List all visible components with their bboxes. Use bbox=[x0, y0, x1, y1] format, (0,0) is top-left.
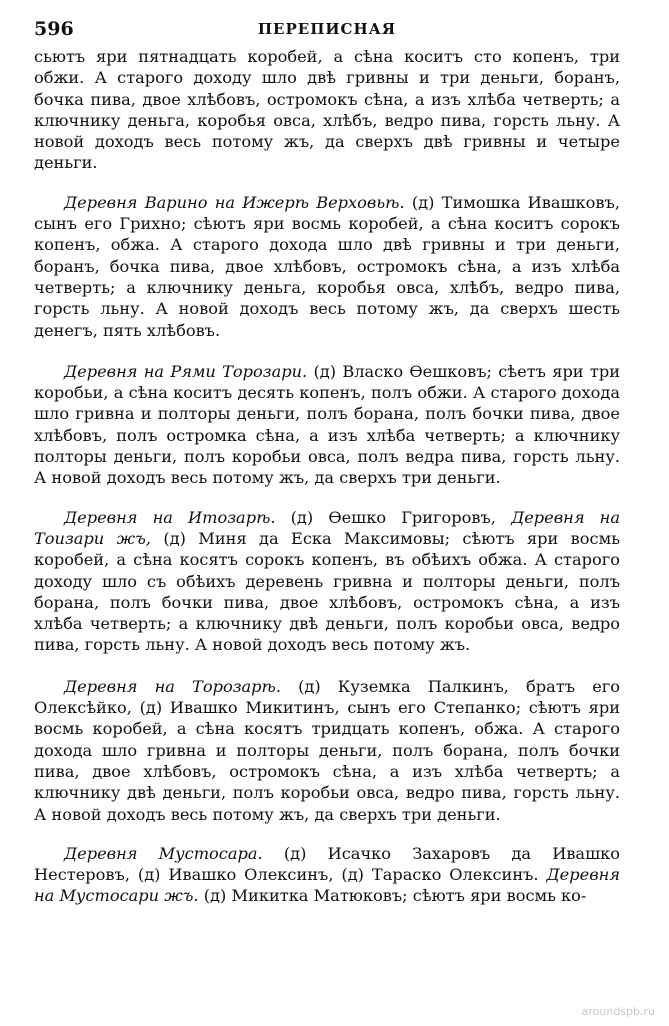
page-number: 596 bbox=[34, 18, 74, 40]
village-name: Деревня на Рями Торозари. bbox=[64, 361, 308, 381]
paragraph-5 bbox=[34, 676, 620, 825]
page-header bbox=[34, 14, 620, 46]
paragraph-4 bbox=[34, 507, 620, 656]
paragraph-6 bbox=[34, 843, 620, 907]
paragraph-text: (д) Ѳешко Григоровъ, bbox=[275, 507, 512, 527]
paragraph-text: сьютъ яри пятнадцать коробей, а сѣна коситъ сто копенъ, три обжи. А старого доходу шло двѣ гривны и три деньги, боранъ, бочка пива, двое хлѣбовъ, остромокъ сѣна, а изъ хлѣба четверть; а ключнику деньга, коробья овса, хлѣбъ, ведро пива, горсть льну. А новой доходъ весь потому жъ, да сверхъ двѣ гривны и четыре деньги. bbox=[34, 47, 620, 173]
village-name: Деревня на Тоизари жъ, bbox=[34, 507, 620, 548]
paragraph-1 bbox=[34, 46, 620, 174]
paragraph-text: (д) Тимошка Ивашковъ, сынъ его Грихно; сѣютъ яри восмь коробей, а сѣна коситъ сорокъ копенъ, обжа. А старого дохода шло двѣ гривны и три деньги, боранъ, бочка пива, двое хлѣбовъ, остромокъ сѣна, а изъ хлѣба четверть; а ключнику деньга, коробья овса, хлѣбъ, ведро пива, горсть льну. А новой доходъ весь потому жъ, да сверхъ шесть денегъ, пять хлѣбовъ. bbox=[34, 192, 620, 340]
watermark: aroundspb.ru bbox=[581, 1005, 655, 1018]
paragraph-text: (д) Миня да Еска Максимовы; сѣютъ яри восмь коробей, а сѣна косятъ сорокъ копенъ, въ обѣихъ обжа. А старого доходу шло съ обѣихъ деревень гривна и полторы деньги, полъ борана, полъ бочки пива, двое хлѣбовъ, остромокъ сѣна, а изъ хлѣба четверть; а ключнику двѣ деньги, полъ коробьи овса, ведро пива, горсть льну. А новой доходъ весь потому жъ. bbox=[34, 528, 621, 655]
paragraph-3 bbox=[34, 361, 620, 489]
running-head: ПЕРЕПИСНАЯ bbox=[257, 20, 397, 38]
paragraph-2 bbox=[34, 192, 620, 341]
village-name: Деревня Мустосара. bbox=[64, 843, 263, 863]
village-name: Деревня на Торозарѣ. bbox=[64, 676, 281, 696]
paragraph-text: (д) Власко Ѳешковъ; сѣетъ яри три коробьи, а сѣна коситъ десять копенъ, полъ обжи. А старого дохода шло гривна и полторы деньги, полъ борана, полъ бочки пива, двое хлѣбовъ, полъ остромка сѣна, а изъ хлѣба четверть; а ключнику полторы деньги, полъ коробьи овса, полъ ведра пива, горсть льну. А новой доходъ весь потому жъ, да сверхъ три деньги. bbox=[34, 361, 620, 488]
village-name: Деревня Варино на Ижерѣ Верховьѣ. bbox=[64, 192, 405, 212]
paragraph-text: (д) Микитка Матюковъ; сѣютъ яри восмь ко- bbox=[198, 886, 587, 906]
village-name: Деревня на Мустосари жъ. bbox=[34, 865, 620, 906]
document-page bbox=[34, 14, 620, 907]
village-name: Деревня на Итозарѣ. bbox=[64, 507, 276, 527]
paragraph-text: (д) Исачко Захаровъ да Ивашко Нестеровъ, (д) Ивашко Олексинъ, (д) Тараско Олексинъ. bbox=[34, 843, 620, 885]
paragraph-text: (д) Куземка Палкинъ, братъ его Олексѣйко, (д) Ивашко Микитинъ, сынъ его Степанко; сѣютъ яри восмь коробей, а сѣна косятъ тридцать копенъ, обжа. А старого дохода шло гривна и полторы деньги, полъ борана, полъ бочки пива, двое хлѣбовъ, остромокъ сѣна, а изъ хлѣба четверть; а ключнику двѣ деньги, полъ коробьи овса, ведро пива, горсть льну. А новой доходъ весь потому жъ, да сверхъ три деньги. bbox=[34, 676, 621, 824]
